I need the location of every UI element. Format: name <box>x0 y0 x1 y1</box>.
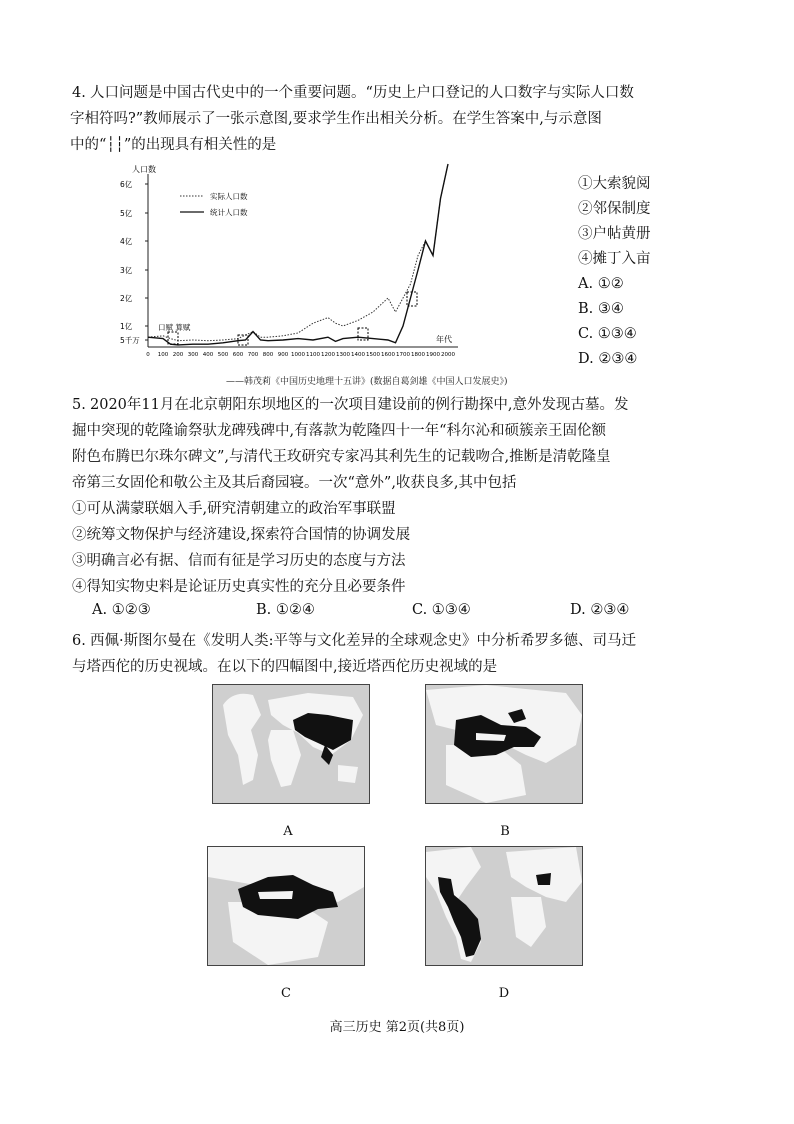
map-a <box>212 684 370 804</box>
y-tick-label: 6亿 <box>120 180 133 189</box>
y-tick-label: 4亿 <box>120 237 133 246</box>
choice-c: C. ①③④ <box>578 326 637 342</box>
question-number: 5. <box>72 397 86 413</box>
question-text-line: 西佩·斯图尔曼在《发明人类:平等与文化差异的全球观念史》中分析希罗多德、司马迁 <box>90 633 636 649</box>
statement-item: ③明确言必有据、信而有征是学习历史的态度与方法 <box>72 553 406 569</box>
series-line-stat <box>148 164 448 345</box>
x-tick-label: 800 <box>262 352 274 358</box>
question-text-line: 帝第三女固伦和敬公主及其后裔园寝。一次“意外”,收获良多,其中包括 <box>72 475 517 491</box>
q4-side-options <box>578 172 651 372</box>
option-item: ③户帖黄册 <box>578 226 651 242</box>
question-6 <box>72 628 712 680</box>
y-tick-label: 5亿 <box>120 209 133 218</box>
statement-item: ②统筹文物保护与经济建设,探索符合国情的协调发展 <box>72 527 411 543</box>
x-tick-label: 2000 <box>441 352 455 358</box>
chart-caption: ——韩茂莉《中国历史地理十五讲》(数据自葛剑雄《中国人口发展史》) <box>226 377 508 387</box>
question-text-line: 字相符吗?”教师展示了一张示意图,要求学生作出相关分析。在学生答案中,与示意图 <box>70 111 602 127</box>
statement-item: ④得知实物史料是论证历史真实性的充分且必要条件 <box>72 579 406 595</box>
x-tick-label: 1500 <box>366 352 380 358</box>
x-tick-label: 600 <box>232 352 244 358</box>
chart-annotation: 口赋 算赋 <box>158 323 191 332</box>
question-5 <box>72 392 712 600</box>
question-4 <box>72 80 712 158</box>
x-tick-label: 1200 <box>321 352 335 358</box>
x-tick-label: 1100 <box>306 352 320 358</box>
y-tick-label: 3亿 <box>120 266 133 275</box>
choice-a: A. ①② <box>578 276 624 292</box>
choice-c: C. ①③④ <box>412 602 471 618</box>
page-footer: 高三历史 第2页(共8页) <box>329 1020 465 1035</box>
x-tick-label: 0 <box>146 352 150 358</box>
series-line-actual <box>148 164 448 341</box>
map-label-c: C <box>281 986 291 1001</box>
x-tick-label: 200 <box>172 352 184 358</box>
question-text-line: 人口问题是中国古代史中的一个重要问题。“历史上户口登记的人口数字与实际人口数 <box>90 85 634 101</box>
option-item: ①大索貌阅 <box>578 176 651 192</box>
x-tick-label: 1800 <box>411 352 425 358</box>
x-tick-label: 300 <box>187 352 199 358</box>
y-tick-label: 2亿 <box>120 294 133 303</box>
choice-b: B. ③④ <box>578 301 624 317</box>
legend-label-actual: 实际人口数 <box>210 192 248 201</box>
choice-a: A. ①②③ <box>92 602 151 618</box>
x-tick-label: 1600 <box>381 352 395 358</box>
map-label-a: A <box>283 824 293 839</box>
question-number: 4. <box>72 85 86 101</box>
x-tick-label: 1400 <box>351 352 365 358</box>
question-number: 6. <box>72 633 86 649</box>
option-item: ④摊丁入亩 <box>578 251 651 267</box>
x-tick-label: 900 <box>277 352 289 358</box>
choice-d: D. ②③④ <box>578 351 638 367</box>
y-tick-label: 1亿 <box>120 322 133 331</box>
y-tick-label: 5千万 <box>120 336 140 345</box>
legend-label-stat: 统计人口数 <box>210 208 248 217</box>
x-tick-label: 400 <box>202 352 214 358</box>
x-tick-label: 700 <box>247 352 259 358</box>
x-tick-label: 100 <box>157 352 169 358</box>
question-text-line: 与塔西佗的历史视域。在以下的四幅图中,接近塔西佗历史视域的是 <box>72 659 498 675</box>
choice-b: B. ①②④ <box>256 602 315 618</box>
map-d <box>425 846 583 966</box>
map-label-d: D <box>498 986 510 1001</box>
y-axis-label: 人口数 <box>132 165 156 174</box>
x-tick-label: 1000 <box>291 352 305 358</box>
x-tick-label: 500 <box>217 352 229 358</box>
x-tick-label: 1900 <box>426 352 440 358</box>
statement-item: ①可从满蒙联姻入手,研究清朝建立的政治军事联盟 <box>72 501 396 517</box>
x-tick-label: 1700 <box>396 352 410 358</box>
question-text-line: 掘中突现的乾隆谕祭驮龙碑残碑中,有落款为乾隆四十一年“科尔沁和硕簇亲王固伦额 <box>72 423 607 439</box>
x-axis-label: 年代 <box>436 335 452 344</box>
population-chart <box>118 162 458 372</box>
x-tick-label: 1300 <box>336 352 350 358</box>
map-label-b: B <box>500 824 510 839</box>
map-b <box>425 684 583 804</box>
question-text-line: 附色布腾巴尔珠尔碑文”,与清代王玫研究专家冯其利先生的记载吻合,推断是清乾隆皇 <box>72 449 611 465</box>
map-c <box>207 846 365 966</box>
question-text-line: 中的“┆┆”的出现具有相关性的是 <box>70 137 277 153</box>
choice-d: D. ②③④ <box>570 602 630 618</box>
question-text-line: 2020年11月在北京朝阳东坝地区的一次项目建设前的例行勘探中,意外发现古墓。发 <box>90 397 629 413</box>
option-item: ②邻保制度 <box>578 201 651 217</box>
